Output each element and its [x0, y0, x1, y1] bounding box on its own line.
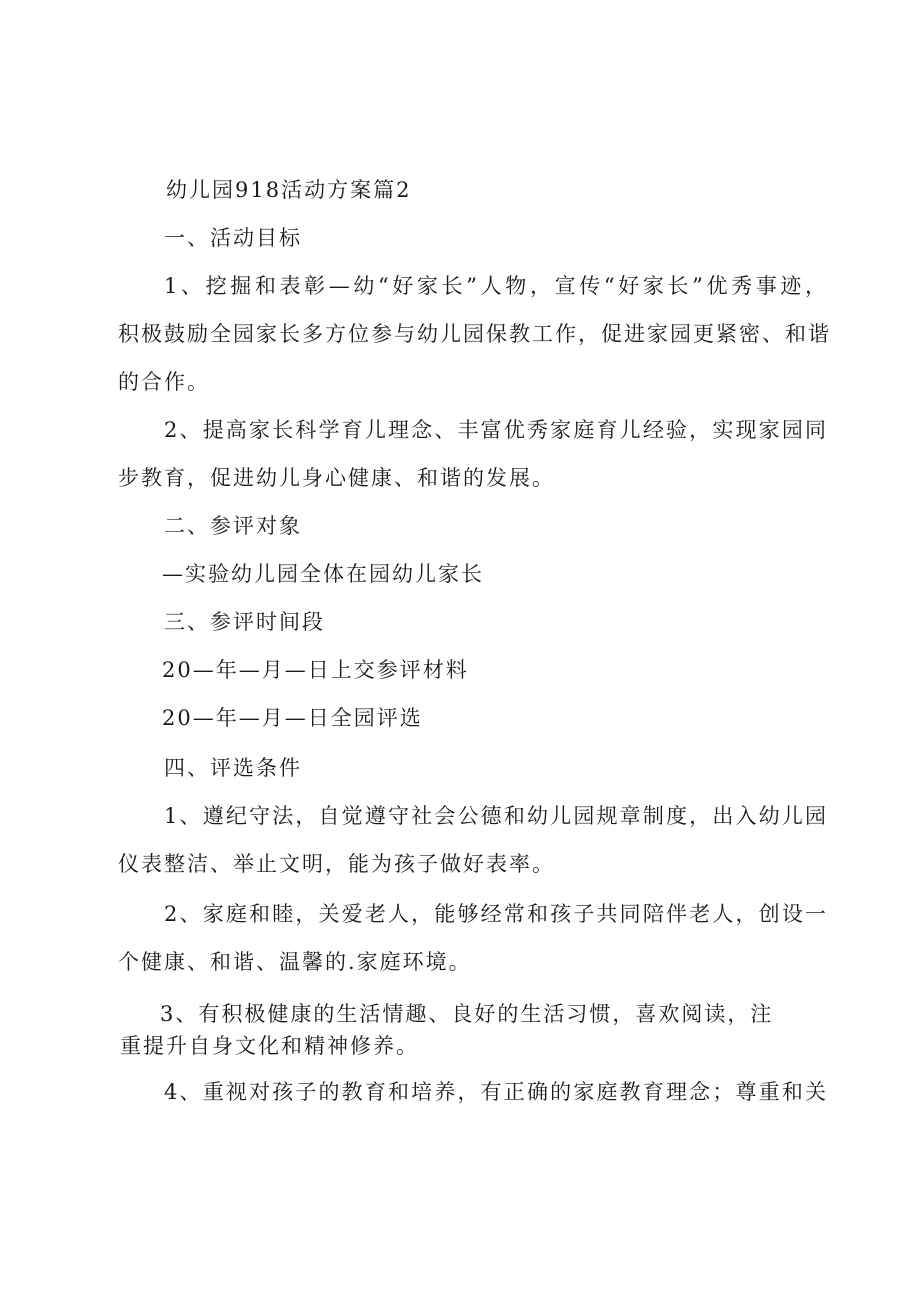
section-heading-criteria: 四、评选条件	[164, 756, 302, 780]
criteria-3-line-1: 3、有积极健康的生活情趣、良好的生活习惯，喜欢阅读，注	[160, 1002, 774, 1026]
goal-1-line-3: 的合作。	[118, 370, 210, 394]
goal-1-line-1: 1、挖掘和表彰—幼“好家长”人物，宣传“好家长”优秀事迹，	[164, 274, 828, 298]
section-heading-goals: 一、活动目标	[164, 226, 302, 250]
schedule-line-1: 20—年—月—日上交参评材料	[162, 658, 469, 682]
participants-text: —实验幼儿园全体在园幼儿家长	[162, 562, 484, 586]
document-title: 幼儿园918活动方案篇2	[166, 178, 412, 202]
schedule-line-2: 20—年—月—日全园评选	[162, 706, 423, 730]
goal-2-line-2: 步教育，促进幼儿身心健康、和谐的发展。	[118, 466, 555, 490]
criteria-1-line-1: 1、遵纪守法，自觉遵守社会公德和幼儿园规章制度，出入幼儿园	[164, 804, 828, 828]
goal-2-line-1: 2、提高家长科学育儿理念、丰富优秀家庭育儿经验，实现家园同	[164, 418, 828, 442]
criteria-4-line-1: 4、重视对孩子的教育和培养，有正确的家庭教育理念；尊重和关	[164, 1080, 828, 1104]
criteria-2-line-2: 个健康、和谐、温馨的.家庭环境。	[118, 950, 472, 974]
goal-1-line-2: 积极鼓励全园家长多方位参与幼儿园保教工作，促进家园更紧密、和谐	[118, 322, 831, 346]
criteria-2-line-1: 2、家庭和睦，关爱老人，能够经常和孩子共同陪伴老人，创设一	[164, 902, 828, 926]
section-heading-participants: 二、参评对象	[164, 514, 302, 538]
criteria-3-line-2: 重提升自身文化和精神修养。	[120, 1034, 419, 1058]
section-heading-schedule: 三、参评时间段	[164, 610, 325, 634]
criteria-1-line-2: 仪表整洁、举止文明，能为孩子做好表率。	[118, 852, 555, 876]
